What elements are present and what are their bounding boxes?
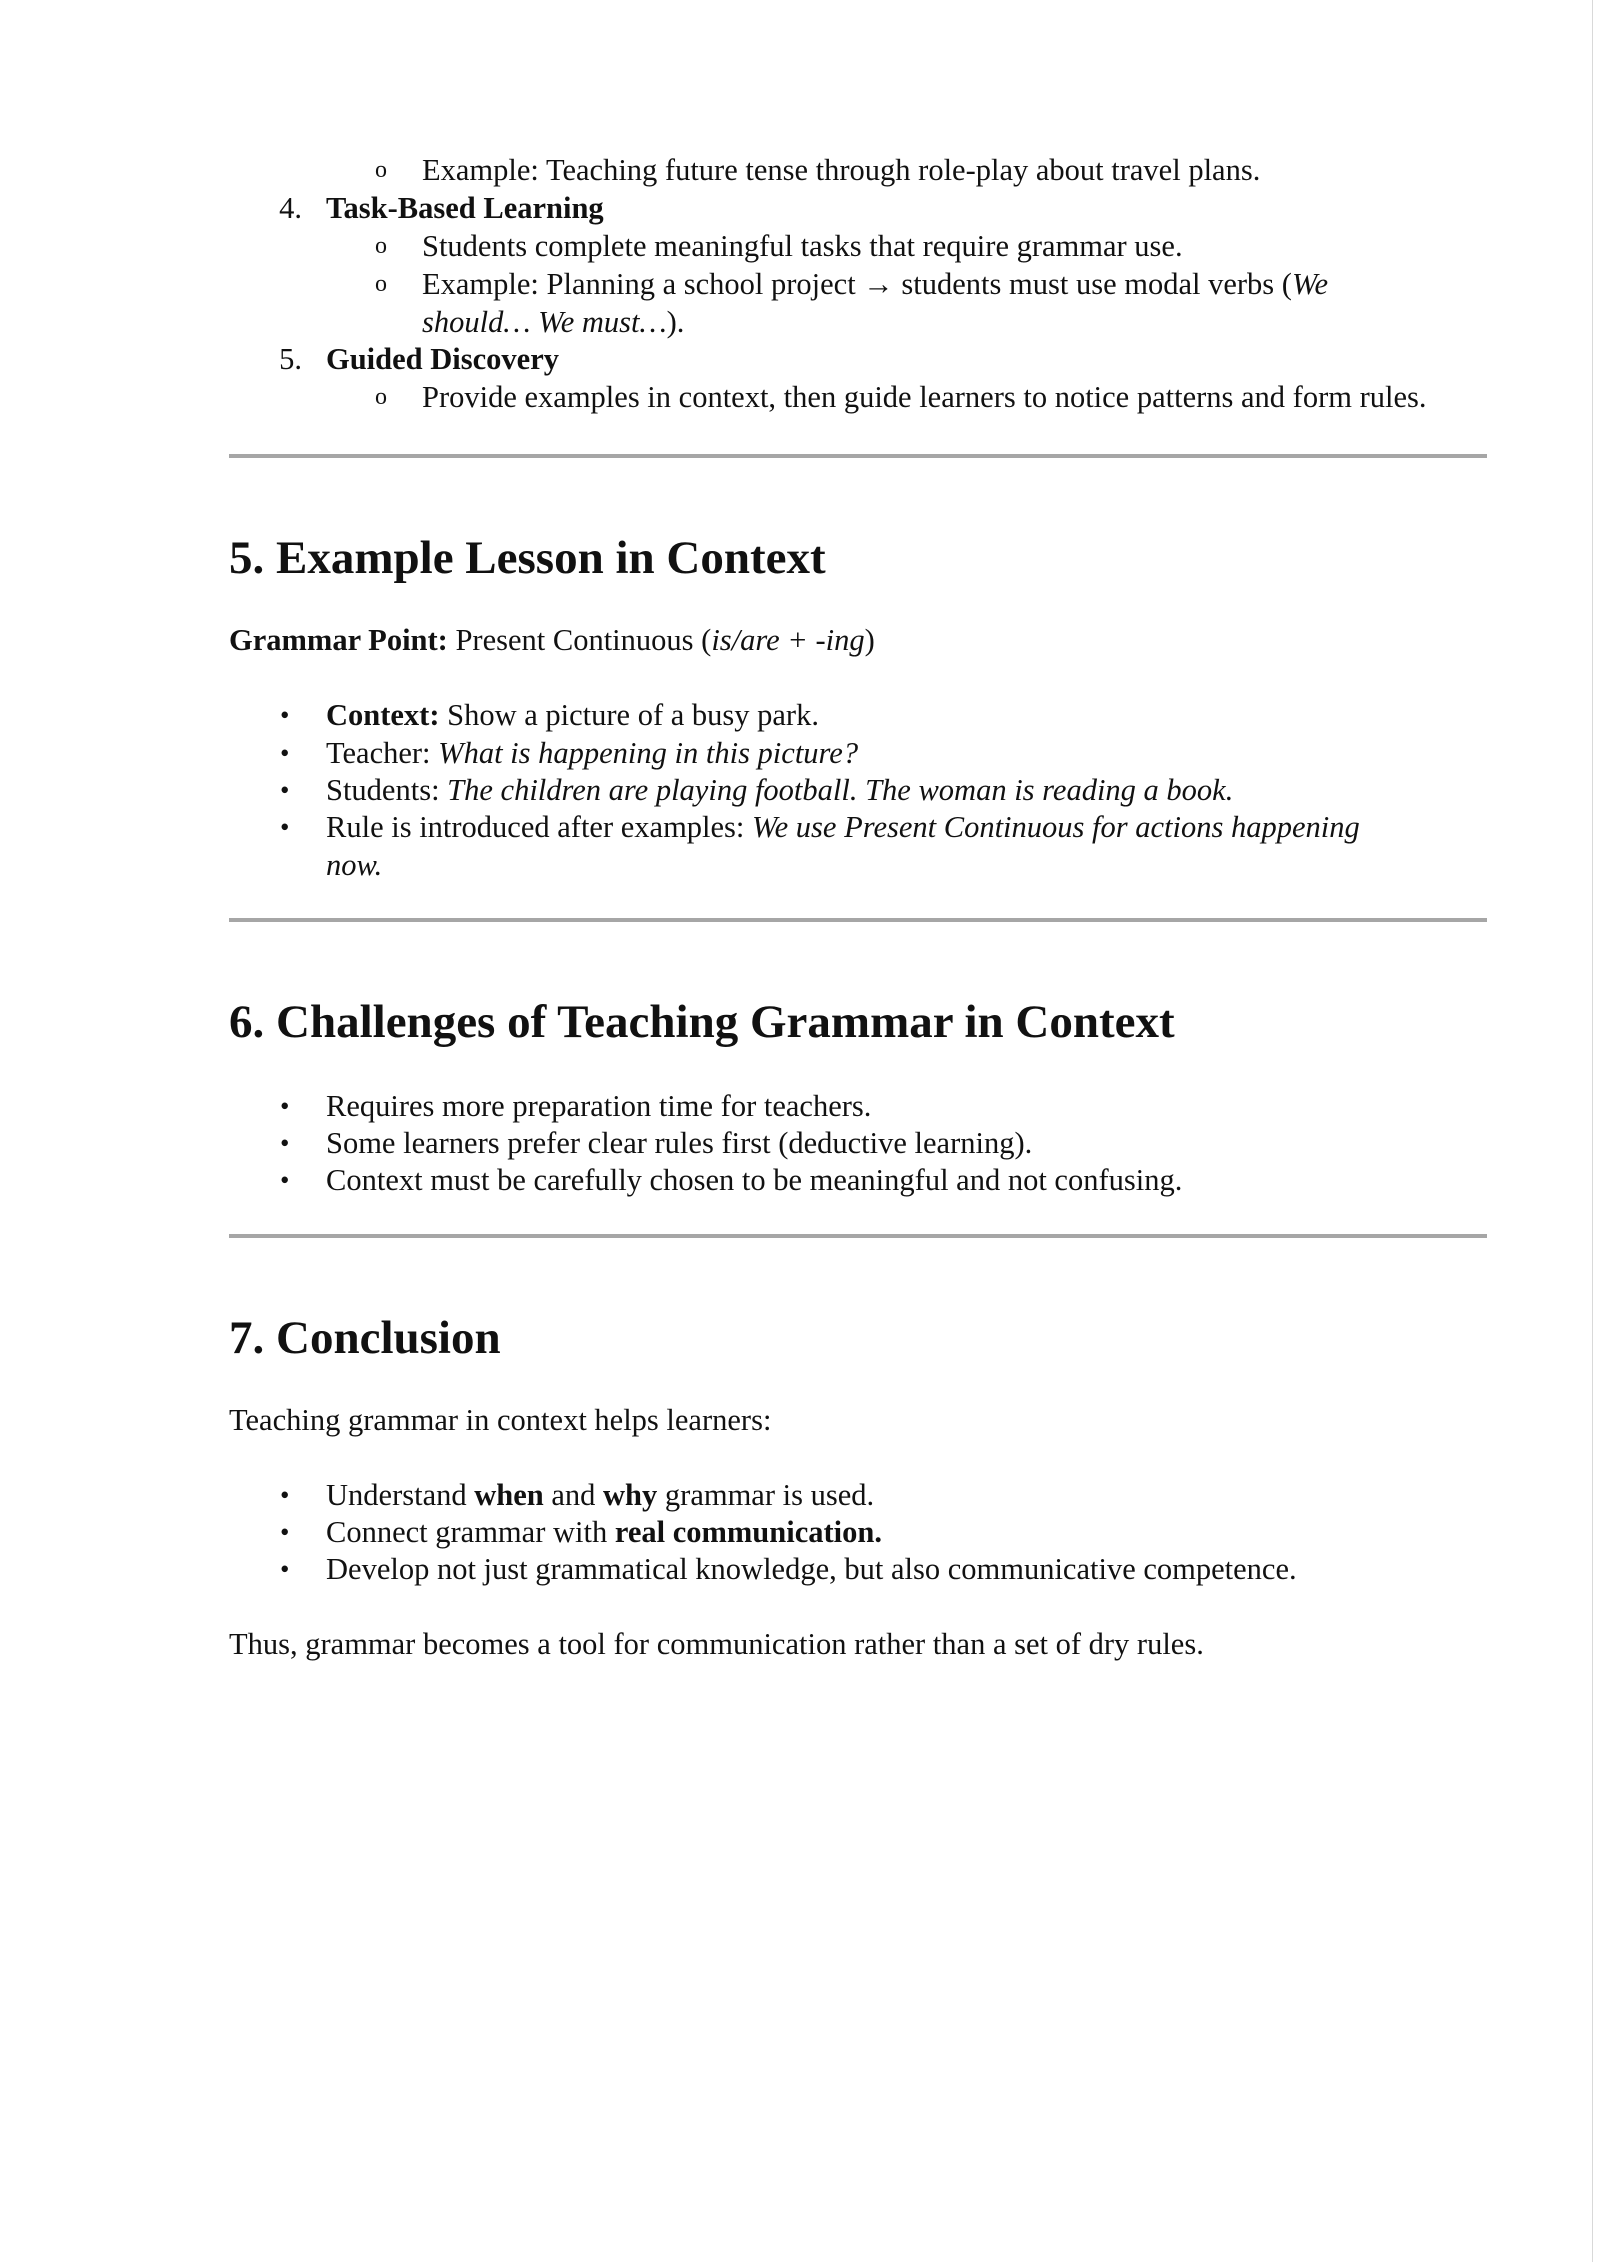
bullet-text: Rule is introduced after examples: — [326, 810, 753, 844]
subitem-italic: We should… We must… — [422, 267, 1329, 339]
bullet-text: Requires more preparation time for teachers. — [326, 1089, 872, 1123]
bullet-text: grammar is used. — [657, 1478, 875, 1512]
subitem-text: Students complete meaningful tasks that require grammar use. — [422, 229, 1183, 263]
list-number: 5. — [279, 342, 302, 376]
sub-bullet-marker: o — [375, 271, 387, 297]
subitem-text: Provide examples in context, then guide learners to notice patterns and form rules. — [422, 380, 1427, 414]
section-divider — [229, 918, 1487, 922]
bullet-text: Show a picture of a busy park. — [439, 698, 819, 732]
bullet-italic-continued: now. — [326, 848, 383, 882]
bullet-glyph: • — [280, 1091, 290, 1121]
paragraph: Teaching grammar in context helps learners: — [229, 1403, 772, 1437]
bullet-glyph: • — [280, 1165, 290, 1195]
list-number: 4. — [279, 191, 302, 225]
bullet-text: Connect grammar with — [326, 1515, 615, 1549]
bullet-italic: The children are playing football. The woman is reading a book. — [447, 773, 1234, 807]
bullet-glyph: • — [280, 1554, 290, 1584]
bullet-text: Understand — [326, 1478, 475, 1512]
subitem-text-end: ). — [666, 304, 685, 339]
bullet-text: Teacher: — [326, 736, 439, 770]
closing-paragraph: Thus, grammar becomes a tool for communication rather than a set of dry rules. — [229, 1627, 1204, 1661]
section-heading: 5. Example Lesson in Context — [229, 532, 826, 584]
bullet-glyph: • — [280, 1480, 290, 1510]
bullet-bold: why — [603, 1478, 658, 1512]
bullet-text: and — [543, 1478, 604, 1512]
grammar-point-text: Present Continuous ( — [447, 623, 712, 657]
bullet-glyph: • — [280, 738, 290, 768]
bullet-text: Students: — [326, 773, 448, 807]
grammar-point-end: ) — [864, 623, 875, 657]
section-heading: 7. Conclusion — [229, 1312, 501, 1364]
bullet-text: Some learners prefer clear rules first (deductive learning). — [326, 1126, 1033, 1160]
bullet-glyph: • — [280, 775, 290, 805]
bullet-label: Context: — [326, 698, 440, 732]
bullet-italic: We use Present Continuous for actions happening — [752, 810, 1360, 844]
page-right-edge — [1592, 0, 1593, 2262]
bullet-italic: What is happening in this picture? — [438, 736, 859, 770]
bullet-glyph: • — [280, 1128, 290, 1158]
grammar-point-formula: is/are + -ing — [711, 623, 865, 657]
bullet-bold: when — [474, 1478, 544, 1512]
section-divider — [229, 1234, 1487, 1238]
bullet-glyph: • — [280, 700, 290, 730]
section-divider — [229, 454, 1487, 458]
subitem-text: Example: Teaching future tense through role-play about travel plans. — [422, 153, 1261, 187]
section-heading: 6. Challenges of Teaching Grammar in Context — [229, 996, 1175, 1048]
bullet-bold: real communication. — [614, 1515, 882, 1549]
sub-bullet-marker: o — [375, 233, 387, 259]
grammar-point — [229, 622, 1487, 660]
bullet-glyph: • — [280, 812, 290, 842]
grammar-point-label: Grammar Point: — [229, 623, 448, 657]
list-item-title: Guided Discovery — [326, 342, 559, 376]
sub-bullet-marker: o — [375, 384, 387, 410]
bullet-glyph: • — [280, 1517, 290, 1547]
list-item-title: Task-Based Learning — [326, 191, 604, 225]
bullet-text: Develop not just grammatical knowledge, but also communicative competence. — [326, 1552, 1297, 1586]
subitem-text: Example: Planning a school project → students must use modal verbs ( — [422, 267, 1292, 301]
bullet-text: Context must be carefully chosen to be meaningful and not confusing. — [326, 1163, 1183, 1197]
subitem-text-block — [422, 266, 1432, 341]
sub-bullet-marker: o — [375, 157, 387, 183]
